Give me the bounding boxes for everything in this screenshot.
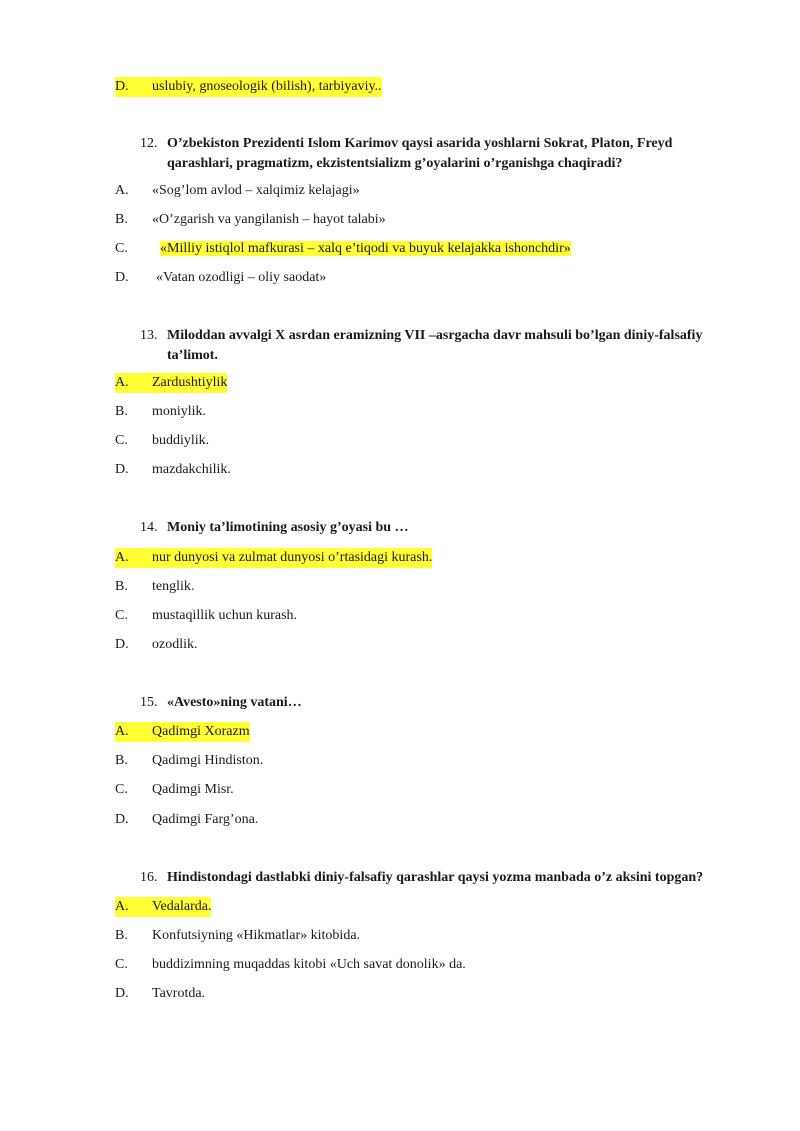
option-text: moniylik. [152,404,207,419]
option-text: Konfutsiyning «Hikmatlar» kitobida. [152,928,361,943]
answer-option [115,268,326,288]
option-letter: A. [115,724,129,739]
answer-option-highlighted [115,897,211,917]
question-text-line: «Avesto»ning vatani… [167,695,302,710]
option-letter: B. [115,579,128,594]
option-letter: D. [115,812,129,827]
option-text: uslubiy, gnoseologik (bilish), tarbiyaviy.. [152,79,382,94]
option-text-highlighted: «Milliy istiqlol mafkurasi – xalq e’tiqodi va buyuk kelajakka ishonchdir» [160,241,571,256]
option-letter: C. [115,433,128,448]
option-text: Qadimgi Xorazm [152,724,250,739]
option-text: tenglik. [152,579,195,594]
question-12 [140,134,740,174]
option-letter: D. [115,79,129,94]
option-text: Qadimgi Hindiston. [152,753,264,768]
option-text: ozodlik. [152,637,198,652]
answer-option [115,984,205,1004]
option-text: mazdakchilik. [152,462,231,477]
answer-option [115,210,386,230]
question-text-line: Miloddan avvalgi X asrdan eramizning VII –asrgacha davr mahsuli bo’lgan diniy-falsafiy [167,328,703,343]
answer-option [115,460,231,480]
option-text: «O’zgarish va yangilanish – hayot talabi» [152,212,386,227]
question-number: 14. [140,520,158,535]
answer-option [115,181,360,201]
option-text: «Vatan ozodligi – oliy saodat» [156,270,327,285]
question-text-line: Moniy ta’limotining asosiy g’oyasi bu … [167,520,409,535]
answer-option [115,577,194,597]
option-text: buddizimning muqaddas kitobi «Uch savat donolik» da. [152,957,466,972]
option-letter: B. [115,212,128,227]
option-letter: A. [115,550,129,565]
option-text: nur dunyosi va zulmat dunyosi o’rtasidagi kurash. [152,550,433,565]
option-letter: B. [115,753,128,768]
answer-option [115,955,466,975]
option-letter: D. [115,986,129,1001]
answer-option-highlighted [115,722,250,742]
question-text-line: qarashlari, pragmatizm, ekzistentsializm g’oyalarini o’rganishga chaqiradi? [167,156,623,171]
option-text: Qadimgi Farg’ona. [152,812,259,827]
option-letter: B. [115,404,128,419]
answer-option [115,926,360,946]
option-letter: D. [115,270,129,285]
answer-option [115,239,571,259]
question-text-line: ta’limot. [167,348,218,363]
option-text: Tavrotda. [152,986,206,1001]
option-text: Vedalarda. [152,899,212,914]
option-letter: B. [115,928,128,943]
option-letter: A. [115,375,129,390]
option-text: «Sog’lom avlod – xalqimiz kelajagi» [152,183,360,198]
answer-option-highlighted [115,77,382,97]
option-letter: C. [115,608,128,623]
answer-option [115,780,234,800]
answer-option [115,810,258,830]
question-number: 13. [140,328,158,343]
option-text: Qadimgi Misr. [152,782,234,797]
answer-option [115,431,209,451]
question-number: 16. [140,870,158,885]
question-15 [140,693,740,713]
answer-option [115,606,297,626]
option-letter: C. [115,957,128,972]
question-number: 12. [140,136,158,151]
option-text: Zardushtiylik [152,375,228,390]
question-number: 15. [140,695,158,710]
answer-option [115,635,198,655]
question-16 [140,868,740,888]
option-text: mustaqillik uchun kurash. [152,608,298,623]
answer-option [115,751,263,771]
option-letter: D. [115,637,129,652]
question-text-line: O’zbekiston Prezidenti Islom Karimov qaysi asarida yoshlarni Sokrat, Platon, Freyd [167,136,673,151]
answer-option-highlighted [115,373,227,393]
option-letter: A. [115,183,129,198]
answer-option-highlighted [115,548,432,568]
option-letter: C. [115,782,128,797]
question-14 [140,518,740,538]
question-text-line: Hindistondagi dastlabki diniy-falsafiy qarashlar qaysi yozma manbada o’z aksini topgan? [167,870,704,885]
answer-option [115,402,206,422]
option-letter: D. [115,462,129,477]
option-text: buddiylik. [152,433,210,448]
question-13 [140,326,740,366]
option-letter: C. [115,241,128,256]
option-letter: A. [115,899,129,914]
